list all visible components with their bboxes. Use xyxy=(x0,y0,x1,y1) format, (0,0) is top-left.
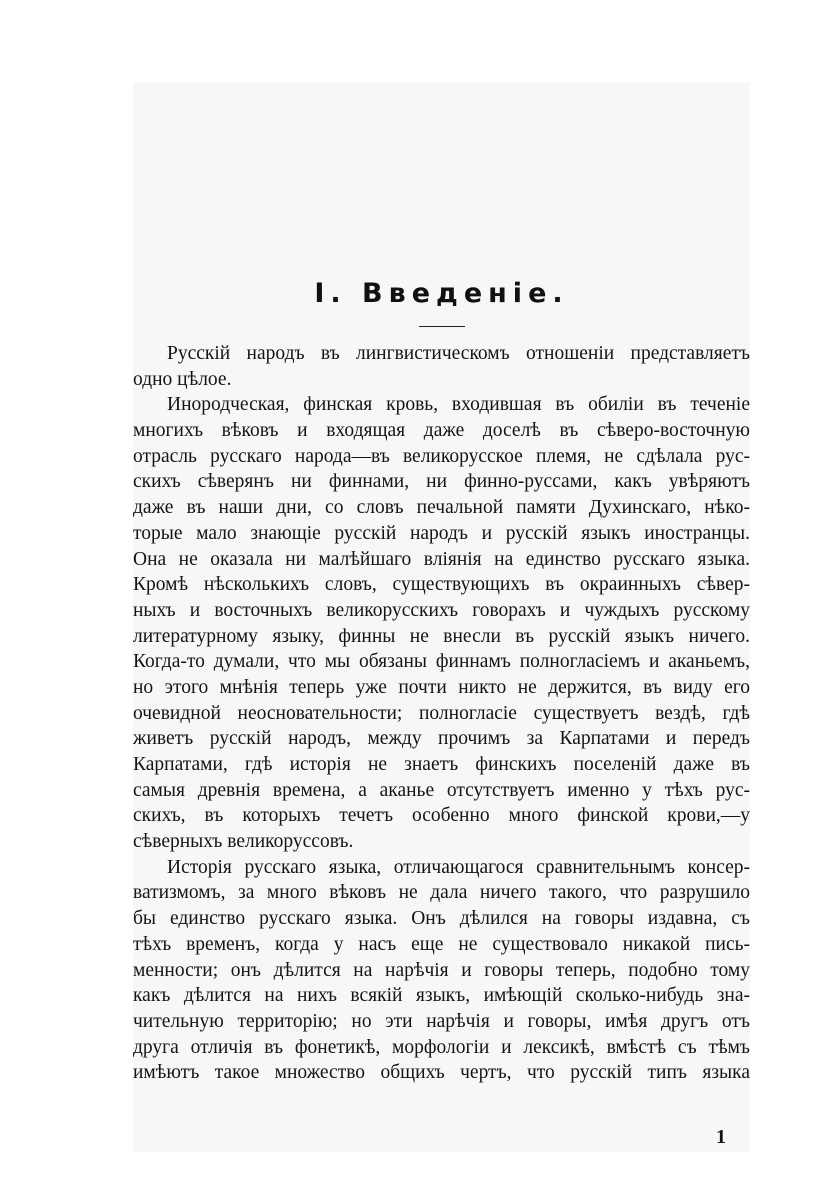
body-text xyxy=(133,341,750,1086)
paragraph-2-line-6: торые мало знающіе русскій народъ и русскій языкъ иностранцы. xyxy=(133,522,750,544)
paragraph-2-line-10: литературному языку, финны не внесли въ русскій языкъ ничего. xyxy=(133,625,750,647)
paragraph-2-line-7: Она не оказала ни малѣйшаго вліянія на единство русскаго языка. xyxy=(133,548,750,570)
paragraph-2-line-8: Кромѣ нѣсколькихъ словъ, существующихъ въ окраинныхъ сѣвер- xyxy=(133,574,750,596)
paragraph-2-line-13: очевидной неосновательности; полногласіе существуетъ вездѣ, гдѣ xyxy=(133,702,750,724)
paragraph-2-line-1: Инородческая, финская кровь, входившая въ обиліи въ теченіе xyxy=(167,394,750,416)
paragraph-3-line-9: имѣютъ такое множество общихъ чертъ, что русскій типъ языка xyxy=(133,1062,750,1084)
paragraph-2-line-9: ныхъ и восточныхъ великорусскихъ говорахъ и чуждыхъ русскому xyxy=(133,599,750,621)
paragraph-2-line-14: живетъ русскій народъ, между прочимъ за Карпатами и передъ xyxy=(133,728,750,750)
paragraph-3-line-6: какъ дѣлится на нихъ всякій языкъ, имѣющій сколько-нибудь зна- xyxy=(133,985,750,1007)
heading-divider xyxy=(419,326,465,327)
paragraph-1-line-1: Русскій народъ въ лингвистическомъ отношеніи представляетъ xyxy=(167,343,750,364)
chapter-heading: I. Введеніе. xyxy=(314,278,569,309)
paragraph-2-line-5: даже въ наши дни, со словъ печальной памяти Духинскаго, нѣко- xyxy=(133,497,750,519)
paragraph-2-line-2: многихъ вѣковъ и входящая даже доселѣ въ сѣверо-восточную xyxy=(133,420,750,442)
paragraph-2-line-4: скихъ сѣверянъ ни финнами, ни финно-руссами, какъ увѣряютъ xyxy=(133,471,750,493)
paragraph-3-line-8: друга отличія въ фонетикѣ, морфологіи и лексикѣ, вмѣстѣ съ тѣмъ xyxy=(133,1036,750,1058)
paragraph-3-line-3: бы единство русскаго языка. Онъ дѣлился на говоры издавна, съ xyxy=(133,908,750,930)
paragraph-3-line-1: Исторія русскаго языка, отличающагося сравнительнымъ консер- xyxy=(167,856,750,878)
paragraph-2-line-11: Когда-то думали, что мы обязаны финнамъ полногласіемъ и аканьемъ, xyxy=(133,651,750,673)
paragraph-2-line-16: самыя древнія времена, а аканье отсутствуетъ именно у тѣхъ рус- xyxy=(133,779,750,801)
paragraph-3-line-4: тѣхъ временъ, когда у насъ еще не существовало никакой пись- xyxy=(133,933,750,955)
paragraph-3-line-7: чительную территорію; но эти нарѣчія и говоры, имѣя другъ отъ xyxy=(133,1010,750,1032)
paragraph-3-line-5: менности; онъ дѣлится на нарѣчія и говоры теперь, подобно тому xyxy=(133,959,750,981)
paragraph-2-line-17: скихъ, въ которыхъ течетъ особенно много финской крови,—у xyxy=(133,805,750,827)
paragraph-1-line-2: одно цѣлое. xyxy=(133,368,232,390)
page-number: 1 xyxy=(716,1126,726,1148)
paragraph-2-line-12: но этого мнѣнія теперь уже почти никто не держится, въ виду его xyxy=(133,676,750,698)
paragraph-2-line-15: Карпатами, гдѣ исторія не знаетъ финскихъ поселеній даже въ xyxy=(133,754,750,775)
paragraph-3-line-2: ватизмомъ, за много вѣковъ не дала ничего такого, что разрушило xyxy=(133,882,750,904)
paragraph-2-line-3: отрасль русскаго народа—въ великорусское племя, не сдѣлала рус- xyxy=(133,445,750,467)
paragraph-2-line-18: сѣверныхъ великоруссовъ. xyxy=(133,831,354,853)
